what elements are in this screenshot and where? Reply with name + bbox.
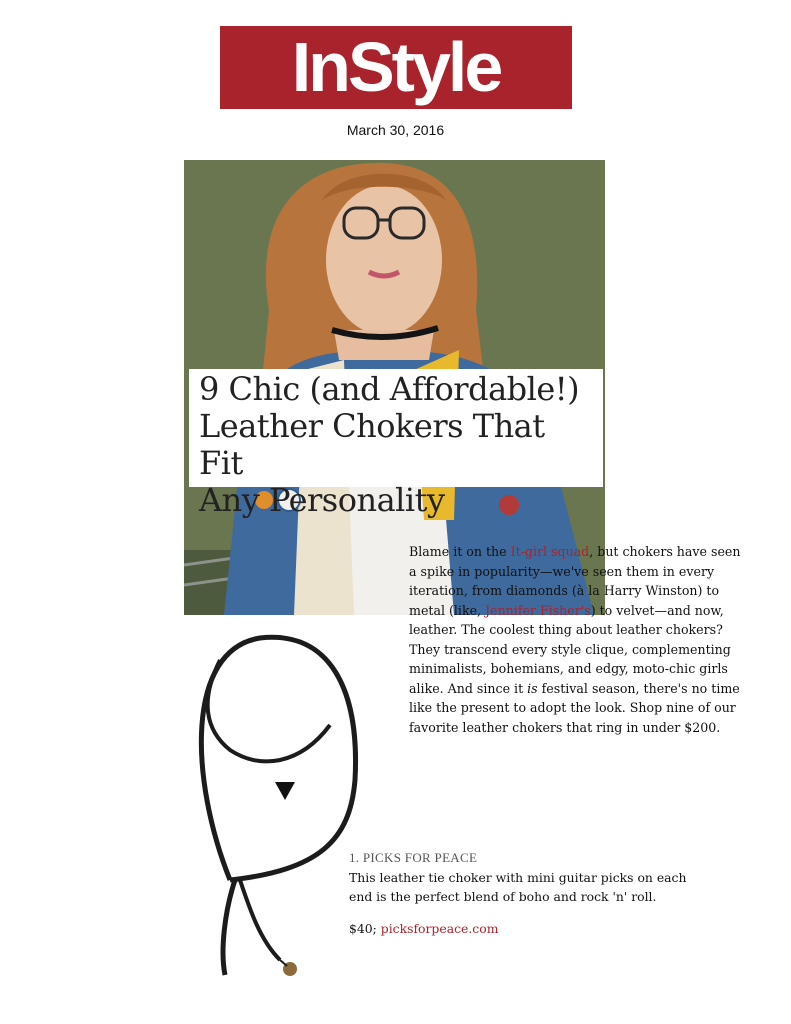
title-line-1: 9 Chic (and Affordable!) (199, 370, 580, 408)
publish-date: March 30, 2016 (346, 122, 445, 138)
title-line-3: Any Personality (199, 481, 445, 519)
article-intro (409, 542, 749, 737)
item-title: 1. PICKS FOR PEACE (349, 850, 478, 865)
instyle-logo[interactable]: InStyle (220, 26, 572, 109)
item-price (349, 921, 498, 936)
article-title (189, 369, 603, 519)
title-line-2: Leather Chokers That Fit (199, 407, 545, 482)
intro-text-3: ) to velvet—and now, leather. The coolest thing about leather chokers? They transcend every style clique, complementing minimalists, bohemians, and edgy, moto-chic girls alike. And since it (409, 602, 731, 696)
choker-illustration (190, 630, 380, 990)
intro-text-1: Blame it on the (409, 544, 511, 559)
picksforpeace-link[interactable]: picksforpeace.com (380, 921, 499, 936)
product-image-choker (190, 630, 380, 990)
jennifer-fisher-link[interactable]: Jennifer Fisher's (485, 602, 591, 618)
intro-text-4: festival season, there's no time like the present to adopt the look. Shop nine of our favorite leather chokers that ring in under $200. (409, 680, 740, 735)
price-text: $40; (349, 921, 381, 936)
it-girl-squad-link[interactable]: It-girl squad (510, 544, 590, 559)
item-description: This leather tie choker with mini guitar picks on each end is the perfect blend of boho and rock 'n' roll. (349, 870, 687, 904)
intro-emphasis: is (527, 680, 538, 696)
intro-text-2: , but chokers have seen a spike in popularity—we've seen them in every iteration, from diamonds (à la Harry Winston) to metal (like, (409, 544, 741, 618)
